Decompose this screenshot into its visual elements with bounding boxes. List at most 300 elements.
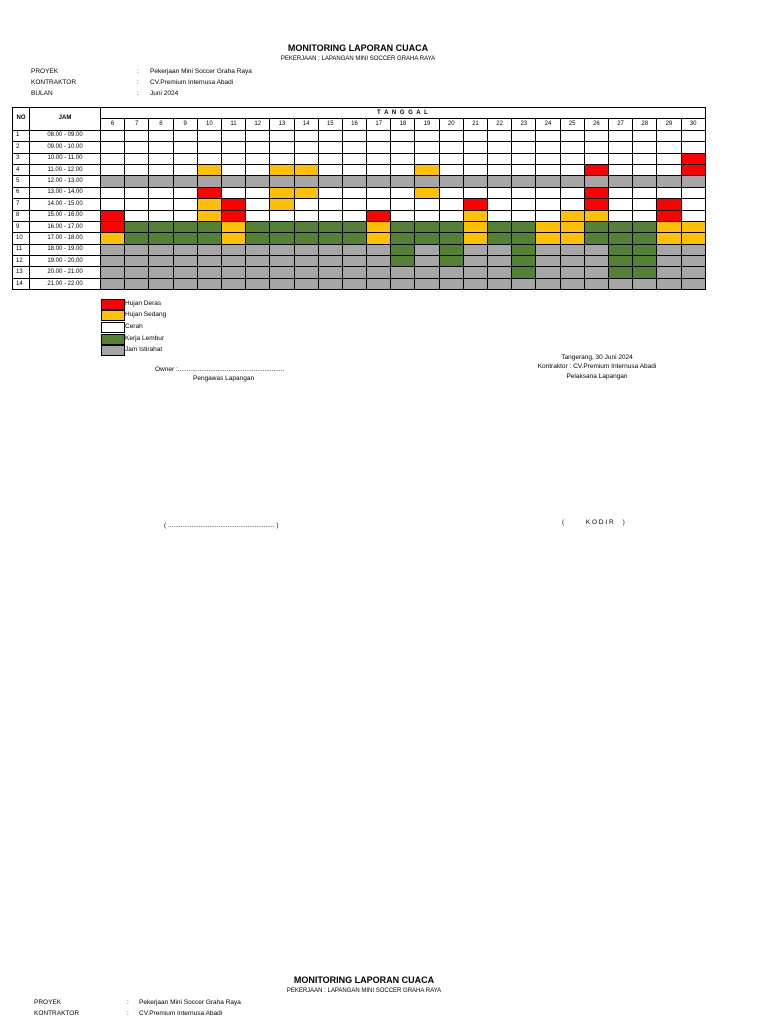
weather-cell-cerah	[633, 187, 657, 198]
weather-cell-hujan-deras	[101, 221, 125, 232]
weather-cell-cerah	[560, 142, 584, 153]
weather-cell-cerah	[608, 130, 632, 141]
weather-cell-cerah	[608, 210, 632, 221]
weather-cell-cerah	[608, 199, 632, 210]
weather-cell-kerja-lembur	[439, 233, 463, 244]
weather-cell-kerja-lembur	[294, 221, 318, 232]
weather-cell-cerah	[657, 187, 681, 198]
weather-cell-cerah	[415, 130, 439, 141]
weather-cell-cerah	[342, 130, 366, 141]
weather-cell-jam-istirahat	[342, 176, 366, 187]
weather-cell-hujan-sedang	[536, 233, 560, 244]
date-header: 7	[125, 119, 149, 130]
weather-cell-cerah	[681, 187, 705, 198]
weather-cell-cerah	[439, 210, 463, 221]
weather-cell-jam-istirahat	[584, 244, 608, 255]
weather-cell-jam-istirahat	[536, 244, 560, 255]
weather-cell-jam-istirahat	[125, 176, 149, 187]
weather-cell-cerah	[463, 142, 487, 153]
weather-cell-kerja-lembur	[125, 233, 149, 244]
weather-cell-cerah	[125, 199, 149, 210]
weather-cell-cerah	[463, 130, 487, 141]
weather-cell-jam-istirahat	[584, 256, 608, 267]
weather-cell-jam-istirahat	[270, 256, 294, 267]
date-header: 19	[415, 119, 439, 130]
weather-cell-jam-istirahat	[415, 244, 439, 255]
weather-cell-hujan-sedang	[657, 233, 681, 244]
weather-cell-hujan-sedang	[681, 221, 705, 232]
owner-role: Pengawas Lapangan	[193, 375, 255, 382]
weather-cell-cerah	[294, 153, 318, 164]
weather-cell-kerja-lembur	[342, 233, 366, 244]
weather-cell-cerah	[391, 153, 415, 164]
weather-cell-cerah	[173, 210, 197, 221]
weather-cell-cerah	[270, 153, 294, 164]
meta-colon: :	[127, 999, 129, 1006]
meta-value: Juni 2024	[150, 90, 179, 97]
weather-cell-kerja-lembur	[608, 267, 632, 278]
table-row	[13, 221, 706, 232]
weather-cell-cerah	[246, 153, 270, 164]
weather-cell-jam-istirahat	[512, 278, 536, 289]
weather-cell-cerah	[101, 164, 125, 175]
weather-cell-jam-istirahat	[125, 278, 149, 289]
weather-cell-jam-istirahat	[560, 256, 584, 267]
weather-cell-jam-istirahat	[633, 278, 657, 289]
table-row	[13, 187, 706, 198]
weather-cell-cerah	[101, 153, 125, 164]
row-no: 9	[13, 221, 30, 232]
weather-cell-cerah	[246, 164, 270, 175]
row-jam: 16.00 - 17.00	[30, 221, 101, 232]
weather-cell-cerah	[512, 164, 536, 175]
weather-cell-jam-istirahat	[125, 244, 149, 255]
weather-cell-hujan-sedang	[560, 210, 584, 221]
weather-cell-jam-istirahat	[367, 278, 391, 289]
weather-cell-cerah	[342, 142, 366, 153]
weather-cell-jam-istirahat	[657, 256, 681, 267]
weather-cell-cerah	[173, 130, 197, 141]
weather-cell-cerah	[173, 153, 197, 164]
weather-cell-cerah	[584, 130, 608, 141]
weather-cell-cerah	[342, 199, 366, 210]
weather-cell-jam-istirahat	[173, 244, 197, 255]
weather-cell-cerah	[125, 130, 149, 141]
weather-cell-hujan-sedang	[415, 164, 439, 175]
legend-label: Hujan Sedang	[125, 311, 167, 318]
weather-cell-cerah	[246, 142, 270, 153]
weather-cell-jam-istirahat	[633, 176, 657, 187]
weather-cell-cerah	[657, 130, 681, 141]
weather-cell-jam-istirahat	[657, 244, 681, 255]
weather-cell-cerah	[246, 187, 270, 198]
weather-cell-cerah	[367, 142, 391, 153]
weather-cell-jam-istirahat	[681, 244, 705, 255]
weather-cell-cerah	[173, 164, 197, 175]
date-header: 9	[173, 119, 197, 130]
date-header: 16	[342, 119, 366, 130]
date-header: 29	[657, 119, 681, 130]
weather-cell-jam-istirahat	[246, 278, 270, 289]
weather-cell-kerja-lembur	[608, 233, 632, 244]
date-header: 14	[294, 119, 318, 130]
weather-cell-kerja-lembur	[125, 221, 149, 232]
weather-cell-cerah	[342, 187, 366, 198]
date-header: 11	[221, 119, 245, 130]
no-header: NO	[13, 108, 30, 131]
weather-cell-cerah	[439, 164, 463, 175]
weather-cell-jam-istirahat	[197, 278, 221, 289]
weather-cell-jam-istirahat	[463, 278, 487, 289]
weather-cell-jam-istirahat	[657, 267, 681, 278]
weather-cell-hujan-deras	[221, 199, 245, 210]
weather-cell-cerah	[512, 187, 536, 198]
weather-cell-cerah	[536, 199, 560, 210]
weather-cell-hujan-sedang	[221, 221, 245, 232]
weather-cell-kerja-lembur	[391, 233, 415, 244]
legend-label: Cerah	[125, 323, 143, 330]
weather-cell-cerah	[439, 153, 463, 164]
weather-cell-jam-istirahat	[149, 267, 173, 278]
date-header: 17	[367, 119, 391, 130]
meta-key: PROYEK	[34, 999, 62, 1006]
weather-cell-cerah	[415, 153, 439, 164]
weather-cell-jam-istirahat	[246, 244, 270, 255]
weather-cell-jam-istirahat	[415, 176, 439, 187]
weather-cell-cerah	[488, 199, 512, 210]
weather-cell-hujan-sedang	[221, 233, 245, 244]
weather-cell-kerja-lembur	[294, 233, 318, 244]
table-row	[13, 256, 706, 267]
weather-cell-jam-istirahat	[294, 176, 318, 187]
weather-cell-hujan-sedang	[657, 221, 681, 232]
weather-cell-jam-istirahat	[463, 267, 487, 278]
weather-cell-cerah	[294, 142, 318, 153]
contractor-role: Pelaksana Lapangan	[566, 373, 628, 380]
meta-key: BULAN	[31, 90, 53, 97]
meta-row-kontraktor	[31, 79, 331, 90]
table-row	[13, 210, 706, 221]
weather-cell-cerah	[246, 199, 270, 210]
weather-cell-cerah	[221, 153, 245, 164]
weather-cell-jam-istirahat	[101, 176, 125, 187]
page2-meta-row-kontraktor	[34, 1010, 334, 1021]
weather-cell-hujan-sedang	[681, 233, 705, 244]
weather-cell-cerah	[197, 142, 221, 153]
weather-cell-jam-istirahat	[221, 244, 245, 255]
date-header: 8	[149, 119, 173, 130]
weather-cell-jam-istirahat	[536, 256, 560, 267]
tanggal-header: T A N G G A L	[101, 108, 706, 119]
weather-cell-jam-istirahat	[101, 278, 125, 289]
weather-cell-cerah	[246, 130, 270, 141]
weather-cell-cerah	[463, 187, 487, 198]
project-meta	[31, 68, 331, 102]
weather-cell-cerah	[342, 153, 366, 164]
weather-cell-hujan-sedang	[197, 210, 221, 221]
weather-cell-cerah	[512, 142, 536, 153]
weather-cell-jam-istirahat	[512, 176, 536, 187]
weather-cell-cerah	[101, 142, 125, 153]
legend-swatch	[101, 310, 125, 321]
weather-cell-jam-istirahat	[197, 256, 221, 267]
weather-cell-hujan-sedang	[270, 164, 294, 175]
weather-cell-cerah	[318, 142, 342, 153]
weather-cell-cerah	[488, 153, 512, 164]
weather-cell-jam-istirahat	[391, 278, 415, 289]
jam-header: JAM	[30, 108, 101, 131]
table-row	[13, 142, 706, 153]
meta-key: KONTRAKTOR	[34, 1010, 80, 1017]
weather-cell-cerah	[512, 130, 536, 141]
weather-cell-jam-istirahat	[318, 244, 342, 255]
weather-cell-cerah	[367, 199, 391, 210]
weather-cell-jam-istirahat	[173, 256, 197, 267]
weather-cell-cerah	[439, 130, 463, 141]
weather-cell-cerah	[270, 210, 294, 221]
weather-cell-hujan-sedang	[560, 233, 584, 244]
weather-cell-cerah	[681, 142, 705, 153]
table-row	[13, 176, 706, 187]
meta-value: CV.Premium Internusa Abadi	[150, 79, 234, 86]
row-jam: 11.00 - 12.00	[30, 164, 101, 175]
weather-cell-hujan-deras	[584, 187, 608, 198]
weather-cell-cerah	[149, 153, 173, 164]
weather-cell-kerja-lembur	[488, 221, 512, 232]
weather-cell-jam-istirahat	[391, 176, 415, 187]
meta-value: Pekerjaan Mini Soccer Graha Raya	[150, 68, 252, 75]
weather-cell-jam-istirahat	[149, 278, 173, 289]
weather-cell-jam-istirahat	[560, 278, 584, 289]
weather-cell-kerja-lembur	[584, 233, 608, 244]
table-row	[13, 244, 706, 255]
weather-cell-cerah	[367, 130, 391, 141]
weather-cell-cerah	[560, 187, 584, 198]
weather-cell-jam-istirahat	[246, 176, 270, 187]
weather-cell-cerah	[149, 130, 173, 141]
weather-cell-cerah	[584, 142, 608, 153]
weather-cell-cerah	[149, 142, 173, 153]
weather-cell-cerah	[342, 210, 366, 221]
weather-cell-jam-istirahat	[270, 267, 294, 278]
weather-cell-kerja-lembur	[246, 221, 270, 232]
weather-cell-jam-istirahat	[221, 176, 245, 187]
weather-cell-hujan-sedang	[101, 233, 125, 244]
weather-cell-cerah	[294, 210, 318, 221]
weather-cell-hujan-deras	[681, 164, 705, 175]
weather-cell-kerja-lembur	[512, 244, 536, 255]
row-no: 2	[13, 142, 30, 153]
weather-cell-hujan-deras	[657, 199, 681, 210]
weather-cell-jam-istirahat	[294, 267, 318, 278]
weather-cell-cerah	[125, 187, 149, 198]
meta-row-bulan	[31, 90, 331, 101]
weather-cell-jam-istirahat	[342, 267, 366, 278]
weather-cell-cerah	[463, 164, 487, 175]
weather-cell-cerah	[101, 187, 125, 198]
weather-cell-jam-istirahat	[439, 278, 463, 289]
page2-meta	[34, 999, 334, 1023]
meta-colon: :	[137, 79, 139, 86]
weather-cell-kerja-lembur	[173, 233, 197, 244]
weather-cell-jam-istirahat	[197, 244, 221, 255]
weather-cell-jam-istirahat	[221, 278, 245, 289]
weather-cell-jam-istirahat	[681, 267, 705, 278]
weather-cell-jam-istirahat	[173, 278, 197, 289]
weather-cell-jam-istirahat	[488, 267, 512, 278]
weather-cell-hujan-deras	[463, 199, 487, 210]
place-date: Tangerang, 30 Juni 2024	[561, 354, 633, 361]
weather-cell-cerah	[584, 153, 608, 164]
weather-cell-jam-istirahat	[221, 256, 245, 267]
weather-cell-jam-istirahat	[488, 176, 512, 187]
row-jam: 19.00 - 20.00	[30, 256, 101, 267]
weather-cell-jam-istirahat	[149, 244, 173, 255]
weather-cell-kerja-lembur	[439, 256, 463, 267]
weather-cell-hujan-deras	[681, 153, 705, 164]
date-header: 12	[246, 119, 270, 130]
page2-meta-row-proyek	[34, 999, 334, 1010]
legend-swatch	[101, 299, 125, 310]
weather-cell-cerah	[391, 187, 415, 198]
weather-cell-jam-istirahat	[149, 176, 173, 187]
row-jam: 13.00 - 14.00	[30, 187, 101, 198]
weather-cell-cerah	[149, 187, 173, 198]
weather-table	[12, 107, 706, 290]
row-no: 7	[13, 199, 30, 210]
weather-cell-kerja-lembur	[633, 256, 657, 267]
row-jam: 09.00 - 10.00	[30, 142, 101, 153]
weather-cell-jam-istirahat	[125, 267, 149, 278]
weather-cell-cerah	[415, 210, 439, 221]
weather-cell-hujan-sedang	[463, 221, 487, 232]
row-jam: 17.00 - 18.00	[30, 233, 101, 244]
row-jam: 20.00 - 21.00	[30, 267, 101, 278]
weather-cell-cerah	[221, 187, 245, 198]
weather-cell-jam-istirahat	[439, 176, 463, 187]
weather-cell-cerah	[608, 164, 632, 175]
weather-cell-kerja-lembur	[391, 244, 415, 255]
weather-cell-cerah	[367, 153, 391, 164]
table-row	[13, 233, 706, 244]
weather-cell-cerah	[125, 153, 149, 164]
weather-cell-cerah	[197, 130, 221, 141]
weather-cell-kerja-lembur	[608, 221, 632, 232]
table-row	[13, 164, 706, 175]
weather-cell-cerah	[149, 199, 173, 210]
weather-cell-cerah	[512, 199, 536, 210]
weather-cell-cerah	[608, 153, 632, 164]
date-header: 18	[391, 119, 415, 130]
weather-cell-cerah	[246, 210, 270, 221]
weather-cell-jam-istirahat	[488, 278, 512, 289]
weather-cell-cerah	[681, 199, 705, 210]
weather-cell-kerja-lembur	[512, 221, 536, 232]
weather-cell-kerja-lembur	[197, 233, 221, 244]
weather-cell-cerah	[633, 153, 657, 164]
weather-cell-hujan-sedang	[270, 187, 294, 198]
weather-cell-kerja-lembur	[415, 233, 439, 244]
weather-cell-kerja-lembur	[391, 256, 415, 267]
date-header: 30	[681, 119, 705, 130]
weather-cell-cerah	[439, 142, 463, 153]
row-jam: 14.00 - 15.00	[30, 199, 101, 210]
weather-cell-jam-istirahat	[681, 256, 705, 267]
weather-cell-cerah	[391, 210, 415, 221]
weather-cell-jam-istirahat	[415, 267, 439, 278]
weather-cell-hujan-sedang	[367, 233, 391, 244]
weather-cell-jam-istirahat	[221, 267, 245, 278]
weather-cell-jam-istirahat	[197, 267, 221, 278]
weather-cell-jam-istirahat	[270, 244, 294, 255]
meta-key: KONTRAKTOR	[31, 79, 77, 86]
weather-cell-jam-istirahat	[367, 244, 391, 255]
weather-cell-kerja-lembur	[173, 221, 197, 232]
date-header: 22	[488, 119, 512, 130]
weather-cell-kerja-lembur	[270, 233, 294, 244]
weather-cell-jam-istirahat	[246, 256, 270, 267]
legend-swatch	[101, 345, 125, 356]
date-header: 26	[584, 119, 608, 130]
weather-cell-jam-istirahat	[246, 267, 270, 278]
row-jam: 08.00 - 09.00	[30, 130, 101, 141]
legend-swatch	[101, 334, 125, 345]
weather-cell-hujan-sedang	[367, 221, 391, 232]
weather-cell-cerah	[536, 164, 560, 175]
weather-cell-cerah	[173, 199, 197, 210]
weather-cell-cerah	[488, 142, 512, 153]
weather-cell-cerah	[318, 199, 342, 210]
weather-cell-jam-istirahat	[657, 278, 681, 289]
weather-cell-hujan-sedang	[560, 221, 584, 232]
meta-colon: :	[137, 68, 139, 75]
weather-cell-hujan-sedang	[294, 164, 318, 175]
page-subtitle: PEKERJAAN : LAPANGAN MINI SOCCER GRAHA RAYA	[280, 56, 436, 62]
row-no: 5	[13, 176, 30, 187]
weather-cell-hujan-sedang	[294, 187, 318, 198]
date-header: 21	[463, 119, 487, 130]
row-no: 14	[13, 278, 30, 289]
legend-label: Hujan Deras	[125, 300, 162, 307]
weather-cell-jam-istirahat	[125, 256, 149, 267]
weather-cell-cerah	[488, 130, 512, 141]
weather-cell-cerah	[633, 164, 657, 175]
weather-cell-kerja-lembur	[149, 221, 173, 232]
row-no: 12	[13, 256, 30, 267]
weather-cell-kerja-lembur	[246, 233, 270, 244]
row-jam: 10.00 - 11.00	[30, 153, 101, 164]
weather-cell-jam-istirahat	[101, 267, 125, 278]
row-jam: 12.00 - 13.00	[30, 176, 101, 187]
weather-cell-cerah	[149, 164, 173, 175]
weather-cell-cerah	[270, 142, 294, 153]
table-row	[13, 130, 706, 141]
date-header: 27	[608, 119, 632, 130]
weather-cell-cerah	[512, 153, 536, 164]
weather-cell-hujan-sedang	[197, 199, 221, 210]
date-header: 28	[633, 119, 657, 130]
weather-cell-jam-istirahat	[342, 278, 366, 289]
table-row	[13, 199, 706, 210]
weather-cell-jam-istirahat	[367, 267, 391, 278]
weather-cell-kerja-lembur	[512, 267, 536, 278]
weather-cell-cerah	[367, 187, 391, 198]
weather-cell-jam-istirahat	[463, 176, 487, 187]
weather-cell-hujan-sedang	[270, 199, 294, 210]
weather-cell-hujan-sedang	[536, 221, 560, 232]
weather-cell-jam-istirahat	[318, 267, 342, 278]
weather-cell-cerah	[294, 130, 318, 141]
